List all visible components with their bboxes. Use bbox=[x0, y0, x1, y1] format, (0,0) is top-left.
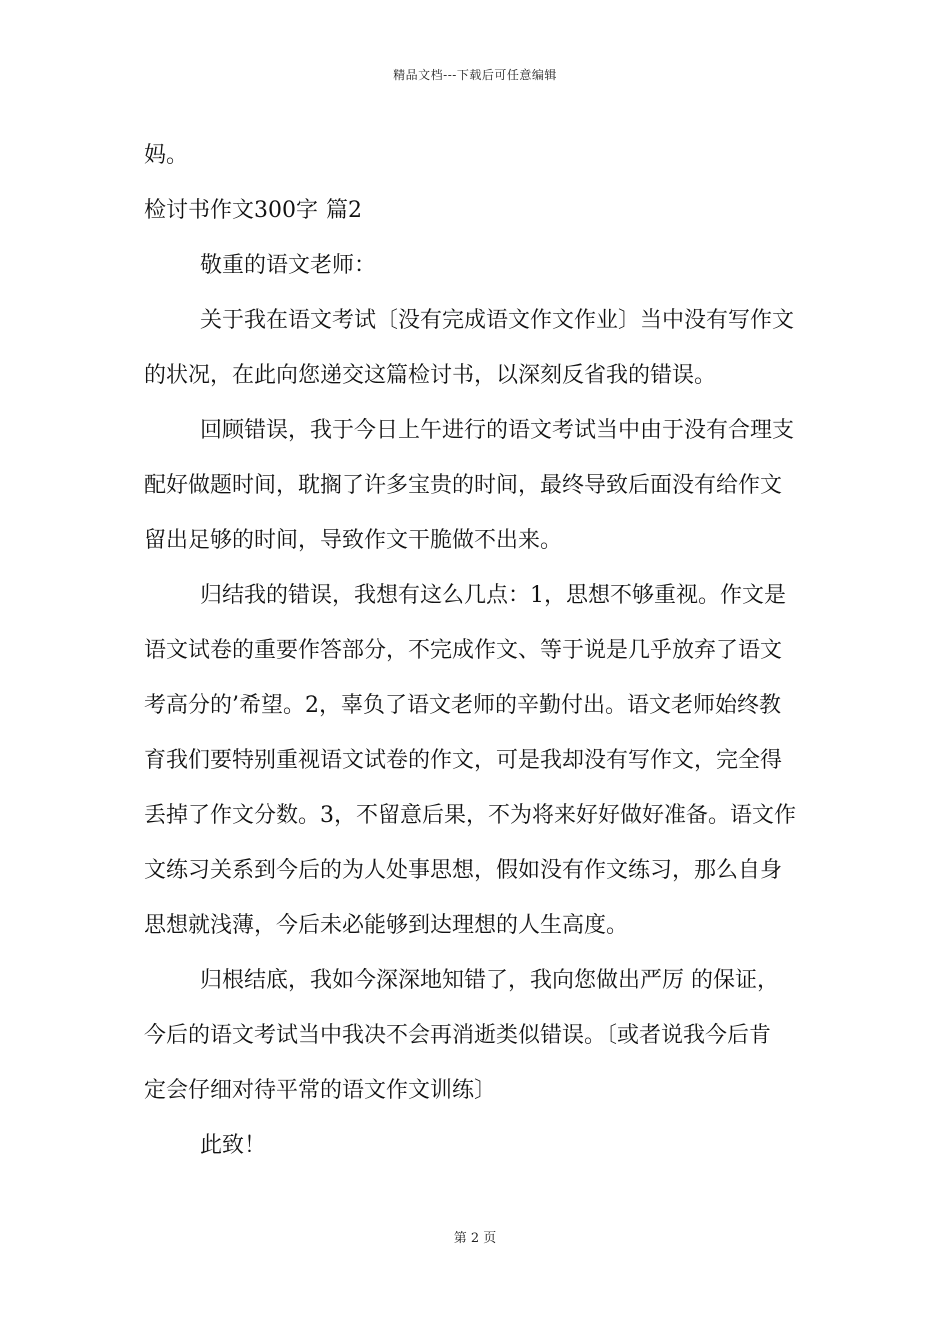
document-title bbox=[144, 183, 810, 238]
paragraph-4 bbox=[144, 953, 810, 1118]
paragraph-line: 育我们要特别重视语文试卷的作文，可是我却没有写作文，完全得 bbox=[144, 748, 783, 773]
paragraph-line: 今后的语文考试当中我决不会再消逝类似错误。〔或者说我今后肯 bbox=[144, 1023, 772, 1048]
closing: 此致！ bbox=[200, 1133, 267, 1158]
paragraph-line: 归根结底，我如今深深地知错了，我向您做出严厉 的保证， bbox=[200, 968, 779, 993]
paragraph-line: 语文试卷的重要作答部分，不完成作文、等于说是几乎放弃了语文 bbox=[144, 638, 783, 663]
paragraph-1 bbox=[144, 293, 810, 403]
paragraph-line: 定会仔细对待平常的语文作文训练〕 bbox=[144, 1078, 497, 1103]
paragraph-line: 关于我在语文考试〔没有完成语文作文作业〕当中没有写作文 bbox=[200, 308, 795, 333]
paragraph-line: 文练习关系到今后的为人处事思想，假如没有作文练习，那么自身 bbox=[144, 858, 783, 883]
paragraph-2 bbox=[144, 403, 810, 568]
page-number: 第 2 页 bbox=[453, 1231, 497, 1246]
paragraph-line: 丢掉了作文分数。3，不留意后果，不为将来好好做好准备。语文作 bbox=[144, 803, 796, 828]
paragraph-3 bbox=[144, 568, 810, 953]
document-body bbox=[144, 128, 810, 1173]
title-suffix: 篇2 bbox=[326, 198, 362, 223]
paragraph-line: 思想就浅薄，今后未必能够到达理想的人生高度。 bbox=[144, 913, 629, 938]
paragraph-line: 回顾错误，我于今日上午进行的语文考试当中由于没有合理支 bbox=[200, 418, 795, 443]
page-header: 精品文档---下载后可任意编辑 bbox=[393, 68, 557, 82]
salutation: 敬重的语文老师： bbox=[200, 253, 377, 278]
continued-text: 妈。 bbox=[144, 143, 189, 168]
paragraph-line: 的状况，在此向您递交这篇检讨书，以深刻反省我的错误。 bbox=[144, 363, 717, 388]
paragraph-line: 考高分的’希望。2，辜负了语文老师的辛勤付出。语文老师始终教 bbox=[144, 693, 781, 718]
paragraph-line: 留出足够的时间，导致作文干脆做不出来。 bbox=[144, 528, 563, 553]
title-text: 检讨书作文300字 bbox=[144, 198, 318, 223]
paragraph-line: 配好做题时间，耽搁了许多宝贵的时间，最终导致后面没有给作文 bbox=[144, 473, 783, 498]
paragraph-line: 归结我的错误，我想有这么几点：1，思想不够重视。作文是 bbox=[200, 583, 786, 608]
